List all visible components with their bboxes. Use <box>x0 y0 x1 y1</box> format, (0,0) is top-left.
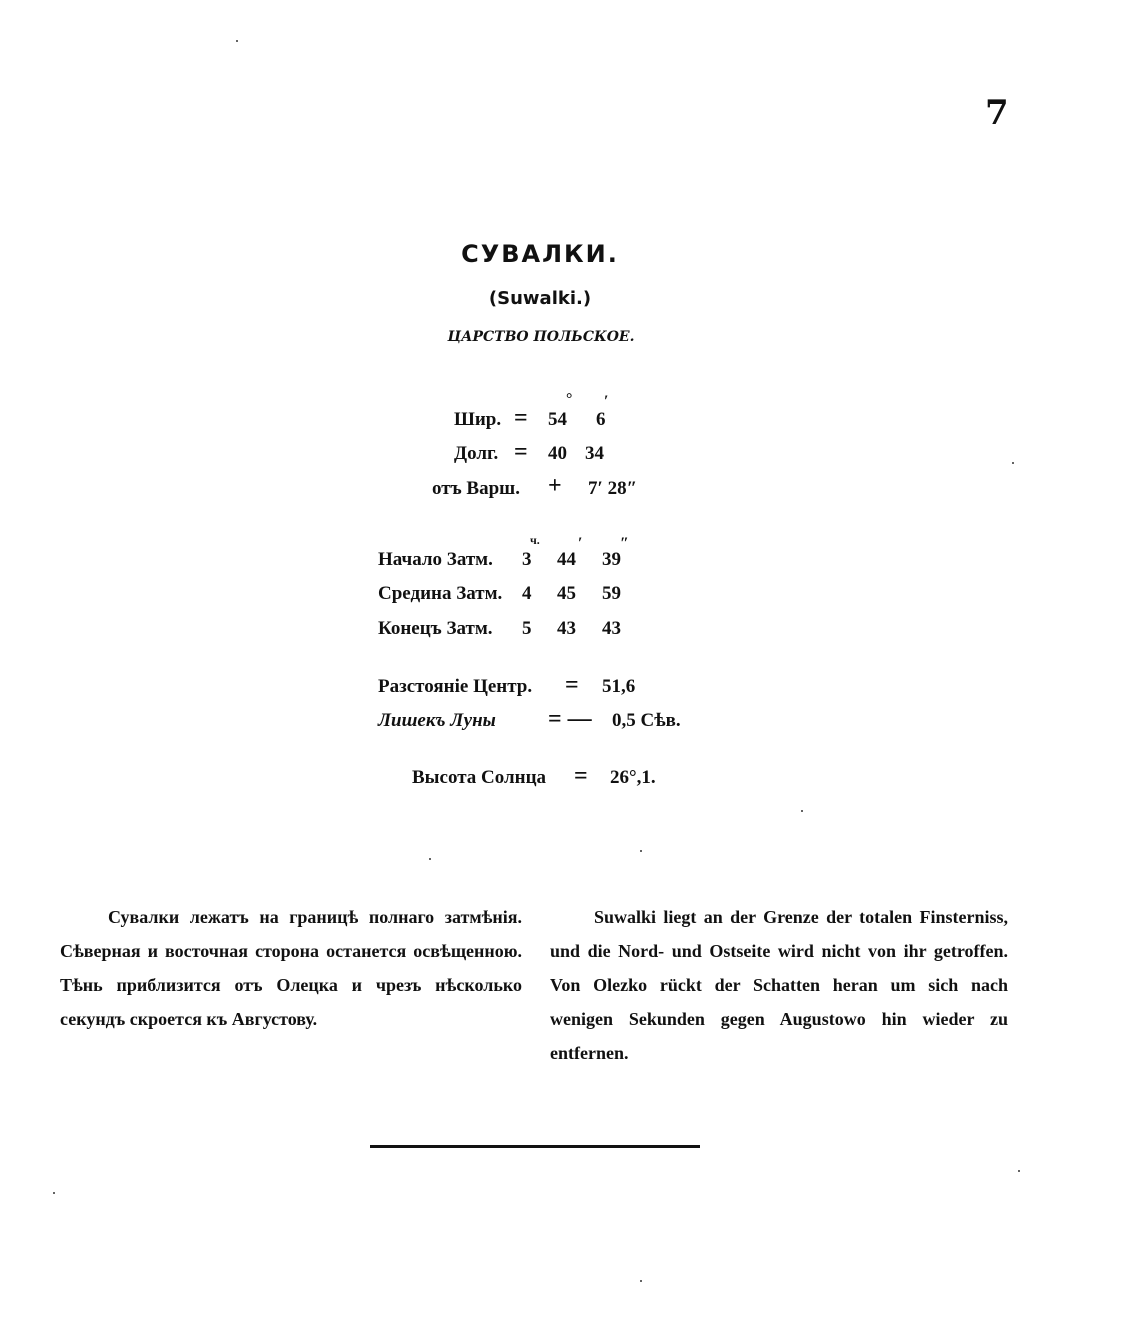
warsaw-offset-value: 7′ 28″ <box>588 478 638 499</box>
center-distance-value: 51,6 <box>602 676 636 697</box>
eclipse-begin-label: Начало Затм. <box>378 549 493 570</box>
hour-mark: ч. <box>530 533 540 547</box>
moon-limb-sign: = — <box>548 706 592 732</box>
moon-limb-value: 0,5 Сѣв. <box>612 710 681 731</box>
minute-mark: ′ <box>604 393 609 410</box>
eclipse-end-minute: 43 <box>557 618 576 639</box>
german-description: Suwalki liegt an der Grenze der totalen Finsterniss, und die Nord- und Ostseite wird nicht von ihr getroffen. Von Olezko rückt der Schatten heran um sich nach wenigen Sekunden gegen Augustowo hin wieder zu entfernen. <box>550 907 1008 1063</box>
eclipse-middle-hour: 4 <box>522 583 532 604</box>
page-number: 7 <box>985 93 1009 133</box>
page-title: СУВАЛКИ. <box>461 240 619 268</box>
degree-mark: ° <box>566 391 573 408</box>
latitude-minutes: 6 <box>596 409 606 430</box>
eclipse-end-label: Конецъ Затм. <box>378 618 493 639</box>
longitude-minutes: 34 <box>585 443 604 464</box>
longitude-degrees: 40 <box>548 443 567 464</box>
min-mark: ′ <box>578 535 583 552</box>
eclipse-begin-minute: 44 <box>557 549 576 570</box>
scan-speck <box>1012 462 1014 464</box>
warsaw-offset-sign: + <box>548 473 562 499</box>
scan-speck <box>801 810 803 812</box>
sun-altitude-label: Высота Солнца <box>412 767 547 788</box>
region-label: ЦАРСТВО ПОЛЬСКОЕ. <box>447 329 635 345</box>
eclipse-end-hour: 5 <box>522 618 532 639</box>
page-subtitle: (Suwalki.) <box>488 288 592 309</box>
latitude-degrees: 54 <box>548 409 567 430</box>
eclipse-begin-hour: 3 <box>522 549 532 570</box>
center-distance-sign: = <box>565 672 579 698</box>
moon-limb-label: Лишекъ Луны <box>378 710 496 731</box>
longitude-label: Долг. <box>454 443 499 464</box>
sun-altitude-value: 26°,1. <box>610 767 656 788</box>
section-divider <box>370 1145 700 1148</box>
russian-description: Сувалки лежатъ на границѣ полнаго затмѣнія. Сѣверная и восточная сторона останется освѣщенною. Тѣнь приблизится отъ Олецка и чрезъ нѣсколько секундъ скроется къ Августову. <box>60 907 522 1029</box>
scan-speck <box>1018 1170 1020 1172</box>
longitude-sign: = <box>514 439 528 465</box>
eclipse-middle-minute: 45 <box>557 583 576 604</box>
eclipse-begin-second: 39 <box>602 549 621 570</box>
scan-speck <box>429 858 431 860</box>
latitude-label: Шир. <box>454 409 502 430</box>
warsaw-offset-label: отъ Варш. <box>432 478 520 499</box>
scan-speck <box>53 1192 55 1194</box>
eclipse-middle-second: 59 <box>602 583 621 604</box>
sec-mark: ″ <box>620 535 629 552</box>
scan-speck <box>640 1280 642 1282</box>
scan-speck <box>640 850 642 852</box>
scan-speck <box>236 40 238 42</box>
eclipse-middle-label: Средина Затм. <box>378 583 503 604</box>
sun-altitude-sign: = <box>574 763 588 789</box>
eclipse-end-second: 43 <box>602 618 621 639</box>
center-distance-label: Разстояніе Центр. <box>378 676 533 697</box>
latitude-sign: = <box>514 405 528 431</box>
